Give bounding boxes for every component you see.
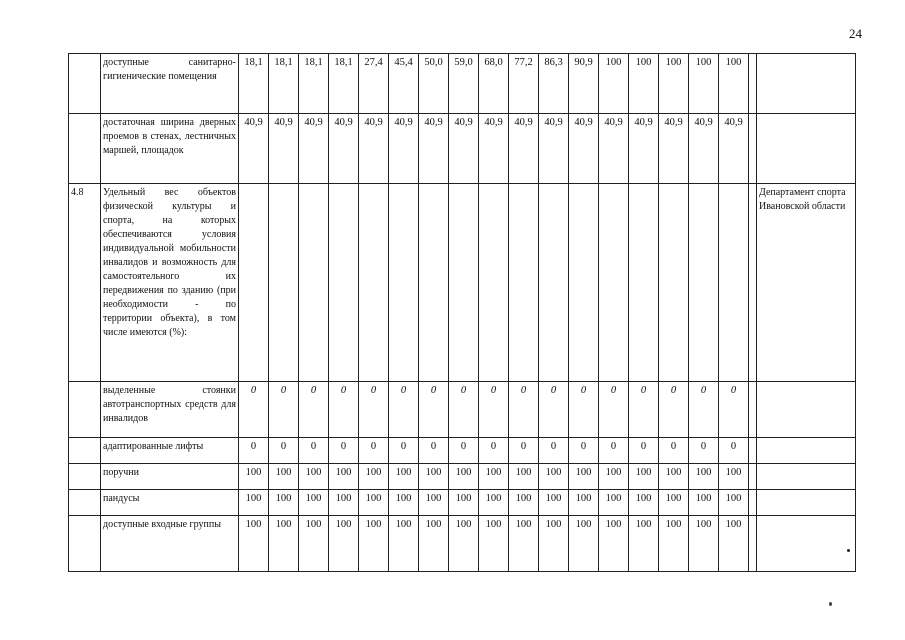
- value-cell: [539, 184, 569, 382]
- value-cell: 100: [449, 490, 479, 516]
- value-cell: 100: [689, 54, 719, 114]
- value-cell: 100: [269, 490, 299, 516]
- value-cell: 100: [689, 464, 719, 490]
- value-cell: 100: [419, 490, 449, 516]
- value-cell: [749, 114, 757, 184]
- value-cell: 100: [419, 516, 449, 572]
- value-cell: 100: [299, 464, 329, 490]
- value-cell: 0: [659, 438, 689, 464]
- value-cell: 100: [479, 490, 509, 516]
- value-cell: 100: [269, 464, 299, 490]
- table-row: [69, 382, 856, 438]
- responsible-executor: [757, 516, 856, 572]
- value-cell: [659, 184, 689, 382]
- value-cell: 0: [389, 438, 419, 464]
- value-cell: 100: [629, 464, 659, 490]
- value-cell: 100: [359, 516, 389, 572]
- table-row: [69, 438, 856, 464]
- indicator-label: доступные входные группы: [101, 516, 239, 572]
- value-cell: 0: [479, 382, 509, 438]
- value-cell: 0: [389, 382, 419, 438]
- value-cell: 100: [239, 490, 269, 516]
- indicator-label: адаптированные лифты: [101, 438, 239, 464]
- value-cell: [359, 184, 389, 382]
- value-cell: 0: [689, 438, 719, 464]
- value-cell: 100: [719, 464, 749, 490]
- value-cell: 0: [509, 382, 539, 438]
- value-cell: 100: [659, 464, 689, 490]
- value-cell: 77,2: [509, 54, 539, 114]
- value-cell: 18,1: [239, 54, 269, 114]
- indicator-label: Удельный вес объектов физической культуры и спорта, на которых обеспечиваются условия индивидуальной мобильности инвалидов и возможность для самостоятельного их передвижения по зданию (при необходимости - по территории объекта), в том числе имеются (%):: [101, 184, 239, 382]
- value-cell: 100: [659, 54, 689, 114]
- value-cell: 40,9: [359, 114, 389, 184]
- value-cell: 0: [269, 438, 299, 464]
- value-cell: 40,9: [599, 114, 629, 184]
- value-cell: 0: [719, 438, 749, 464]
- value-cell: 90,9: [569, 54, 599, 114]
- value-cell: 0: [359, 438, 389, 464]
- row-number: [69, 382, 101, 438]
- row-number: [69, 438, 101, 464]
- value-cell: 100: [689, 490, 719, 516]
- value-cell: 0: [419, 382, 449, 438]
- value-cell: 40,9: [449, 114, 479, 184]
- value-cell: 100: [329, 464, 359, 490]
- value-cell: 0: [599, 382, 629, 438]
- value-cell: 0: [539, 438, 569, 464]
- value-cell: 45,4: [389, 54, 419, 114]
- value-cell: 100: [419, 464, 449, 490]
- indicator-label: пандусы: [101, 490, 239, 516]
- value-cell: 0: [719, 382, 749, 438]
- value-cell: [749, 54, 757, 114]
- row-number: [69, 490, 101, 516]
- value-cell: 100: [359, 490, 389, 516]
- value-cell: 100: [389, 490, 419, 516]
- value-cell: 0: [629, 438, 659, 464]
- value-cell: 100: [599, 490, 629, 516]
- value-cell: 0: [269, 382, 299, 438]
- value-cell: [749, 490, 757, 516]
- value-cell: 100: [539, 516, 569, 572]
- value-cell: 86,3: [539, 54, 569, 114]
- responsible-executor: [757, 464, 856, 490]
- value-cell: [269, 184, 299, 382]
- value-cell: 100: [509, 516, 539, 572]
- table-row: [69, 114, 856, 184]
- page-number: 24: [849, 26, 862, 41]
- row-number: 4.8: [69, 184, 101, 382]
- value-cell: 100: [689, 516, 719, 572]
- value-cell: 100: [719, 516, 749, 572]
- value-cell: 100: [539, 464, 569, 490]
- value-cell: 40,9: [509, 114, 539, 184]
- value-cell: 40,9: [299, 114, 329, 184]
- value-cell: [239, 184, 269, 382]
- value-cell: 100: [389, 464, 419, 490]
- value-cell: 0: [689, 382, 719, 438]
- value-cell: 100: [449, 516, 479, 572]
- value-cell: 100: [299, 516, 329, 572]
- value-cell: 0: [539, 382, 569, 438]
- value-cell: [569, 184, 599, 382]
- indicator-label: выделенные стоянки автотранспортных средств для инвалидов: [101, 382, 239, 438]
- value-cell: 0: [629, 382, 659, 438]
- responsible-executor: [757, 114, 856, 184]
- value-cell: 100: [299, 490, 329, 516]
- value-cell: [389, 184, 419, 382]
- value-cell: [749, 184, 757, 382]
- value-cell: [299, 184, 329, 382]
- value-cell: 100: [659, 490, 689, 516]
- row-number: [69, 54, 101, 114]
- value-cell: 40,9: [689, 114, 719, 184]
- value-cell: [449, 184, 479, 382]
- value-cell: 50,0: [419, 54, 449, 114]
- value-cell: [719, 184, 749, 382]
- row-number: [69, 516, 101, 572]
- value-cell: 100: [569, 516, 599, 572]
- value-cell: 100: [269, 516, 299, 572]
- value-cell: [419, 184, 449, 382]
- value-cell: 40,9: [329, 114, 359, 184]
- table-row: [69, 54, 856, 114]
- value-cell: 0: [599, 438, 629, 464]
- scan-speck: [829, 602, 832, 606]
- value-cell: 40,9: [659, 114, 689, 184]
- value-cell: 100: [329, 490, 359, 516]
- value-cell: 18,1: [269, 54, 299, 114]
- value-cell: 100: [599, 464, 629, 490]
- value-cell: 100: [719, 54, 749, 114]
- value-cell: 27,4: [359, 54, 389, 114]
- value-cell: 0: [359, 382, 389, 438]
- value-cell: 0: [239, 382, 269, 438]
- indicator-label: доступные санитарно-гигиенические помещения: [101, 54, 239, 114]
- value-cell: 100: [629, 54, 659, 114]
- value-cell: 0: [449, 382, 479, 438]
- value-cell: [749, 464, 757, 490]
- value-cell: 100: [569, 464, 599, 490]
- value-cell: 100: [479, 516, 509, 572]
- value-cell: 100: [329, 516, 359, 572]
- indicator-table: [68, 53, 856, 572]
- value-cell: 40,9: [239, 114, 269, 184]
- value-cell: 100: [659, 516, 689, 572]
- value-cell: 0: [239, 438, 269, 464]
- value-cell: [509, 184, 539, 382]
- value-cell: [749, 516, 757, 572]
- value-cell: 0: [479, 438, 509, 464]
- value-cell: 40,9: [569, 114, 599, 184]
- table-row: [69, 464, 856, 490]
- value-cell: 100: [629, 490, 659, 516]
- row-number: [69, 464, 101, 490]
- value-cell: 18,1: [299, 54, 329, 114]
- value-cell: 18,1: [329, 54, 359, 114]
- table-row: [69, 490, 856, 516]
- responsible-executor: [757, 54, 856, 114]
- responsible-executor: [757, 438, 856, 464]
- value-cell: 40,9: [629, 114, 659, 184]
- value-cell: 100: [359, 464, 389, 490]
- value-cell: 0: [569, 382, 599, 438]
- value-cell: [749, 382, 757, 438]
- responsible-executor: [757, 490, 856, 516]
- value-cell: [629, 184, 659, 382]
- value-cell: 0: [329, 382, 359, 438]
- value-cell: 100: [719, 490, 749, 516]
- value-cell: 40,9: [719, 114, 749, 184]
- value-cell: [479, 184, 509, 382]
- value-cell: [749, 438, 757, 464]
- table-row: [69, 184, 856, 382]
- value-cell: [599, 184, 629, 382]
- value-cell: 0: [569, 438, 599, 464]
- responsible-executor: [757, 382, 856, 438]
- value-cell: 0: [299, 382, 329, 438]
- value-cell: 100: [599, 54, 629, 114]
- indicator-label: достаточная ширина дверных проемов в стенах, лестничных маршей, площадок: [101, 114, 239, 184]
- value-cell: [689, 184, 719, 382]
- indicator-label: поручни: [101, 464, 239, 490]
- value-cell: 0: [419, 438, 449, 464]
- table-row: [69, 516, 856, 572]
- value-cell: 100: [389, 516, 419, 572]
- value-cell: 100: [239, 464, 269, 490]
- value-cell: 40,9: [269, 114, 299, 184]
- value-cell: 40,9: [479, 114, 509, 184]
- value-cell: 100: [539, 490, 569, 516]
- value-cell: 0: [449, 438, 479, 464]
- value-cell: 59,0: [449, 54, 479, 114]
- value-cell: 40,9: [389, 114, 419, 184]
- value-cell: 0: [329, 438, 359, 464]
- value-cell: 100: [509, 464, 539, 490]
- value-cell: 100: [509, 490, 539, 516]
- value-cell: 100: [629, 516, 659, 572]
- value-cell: 100: [449, 464, 479, 490]
- value-cell: 40,9: [419, 114, 449, 184]
- scan-speck: [847, 549, 850, 552]
- row-number: [69, 114, 101, 184]
- value-cell: 68,0: [479, 54, 509, 114]
- value-cell: 100: [599, 516, 629, 572]
- responsible-executor: Департамент спорта Ивановской области: [757, 184, 856, 382]
- value-cell: 0: [299, 438, 329, 464]
- value-cell: 0: [509, 438, 539, 464]
- value-cell: 100: [569, 490, 599, 516]
- value-cell: 40,9: [539, 114, 569, 184]
- value-cell: 0: [659, 382, 689, 438]
- value-cell: 100: [479, 464, 509, 490]
- value-cell: [329, 184, 359, 382]
- value-cell: 100: [239, 516, 269, 572]
